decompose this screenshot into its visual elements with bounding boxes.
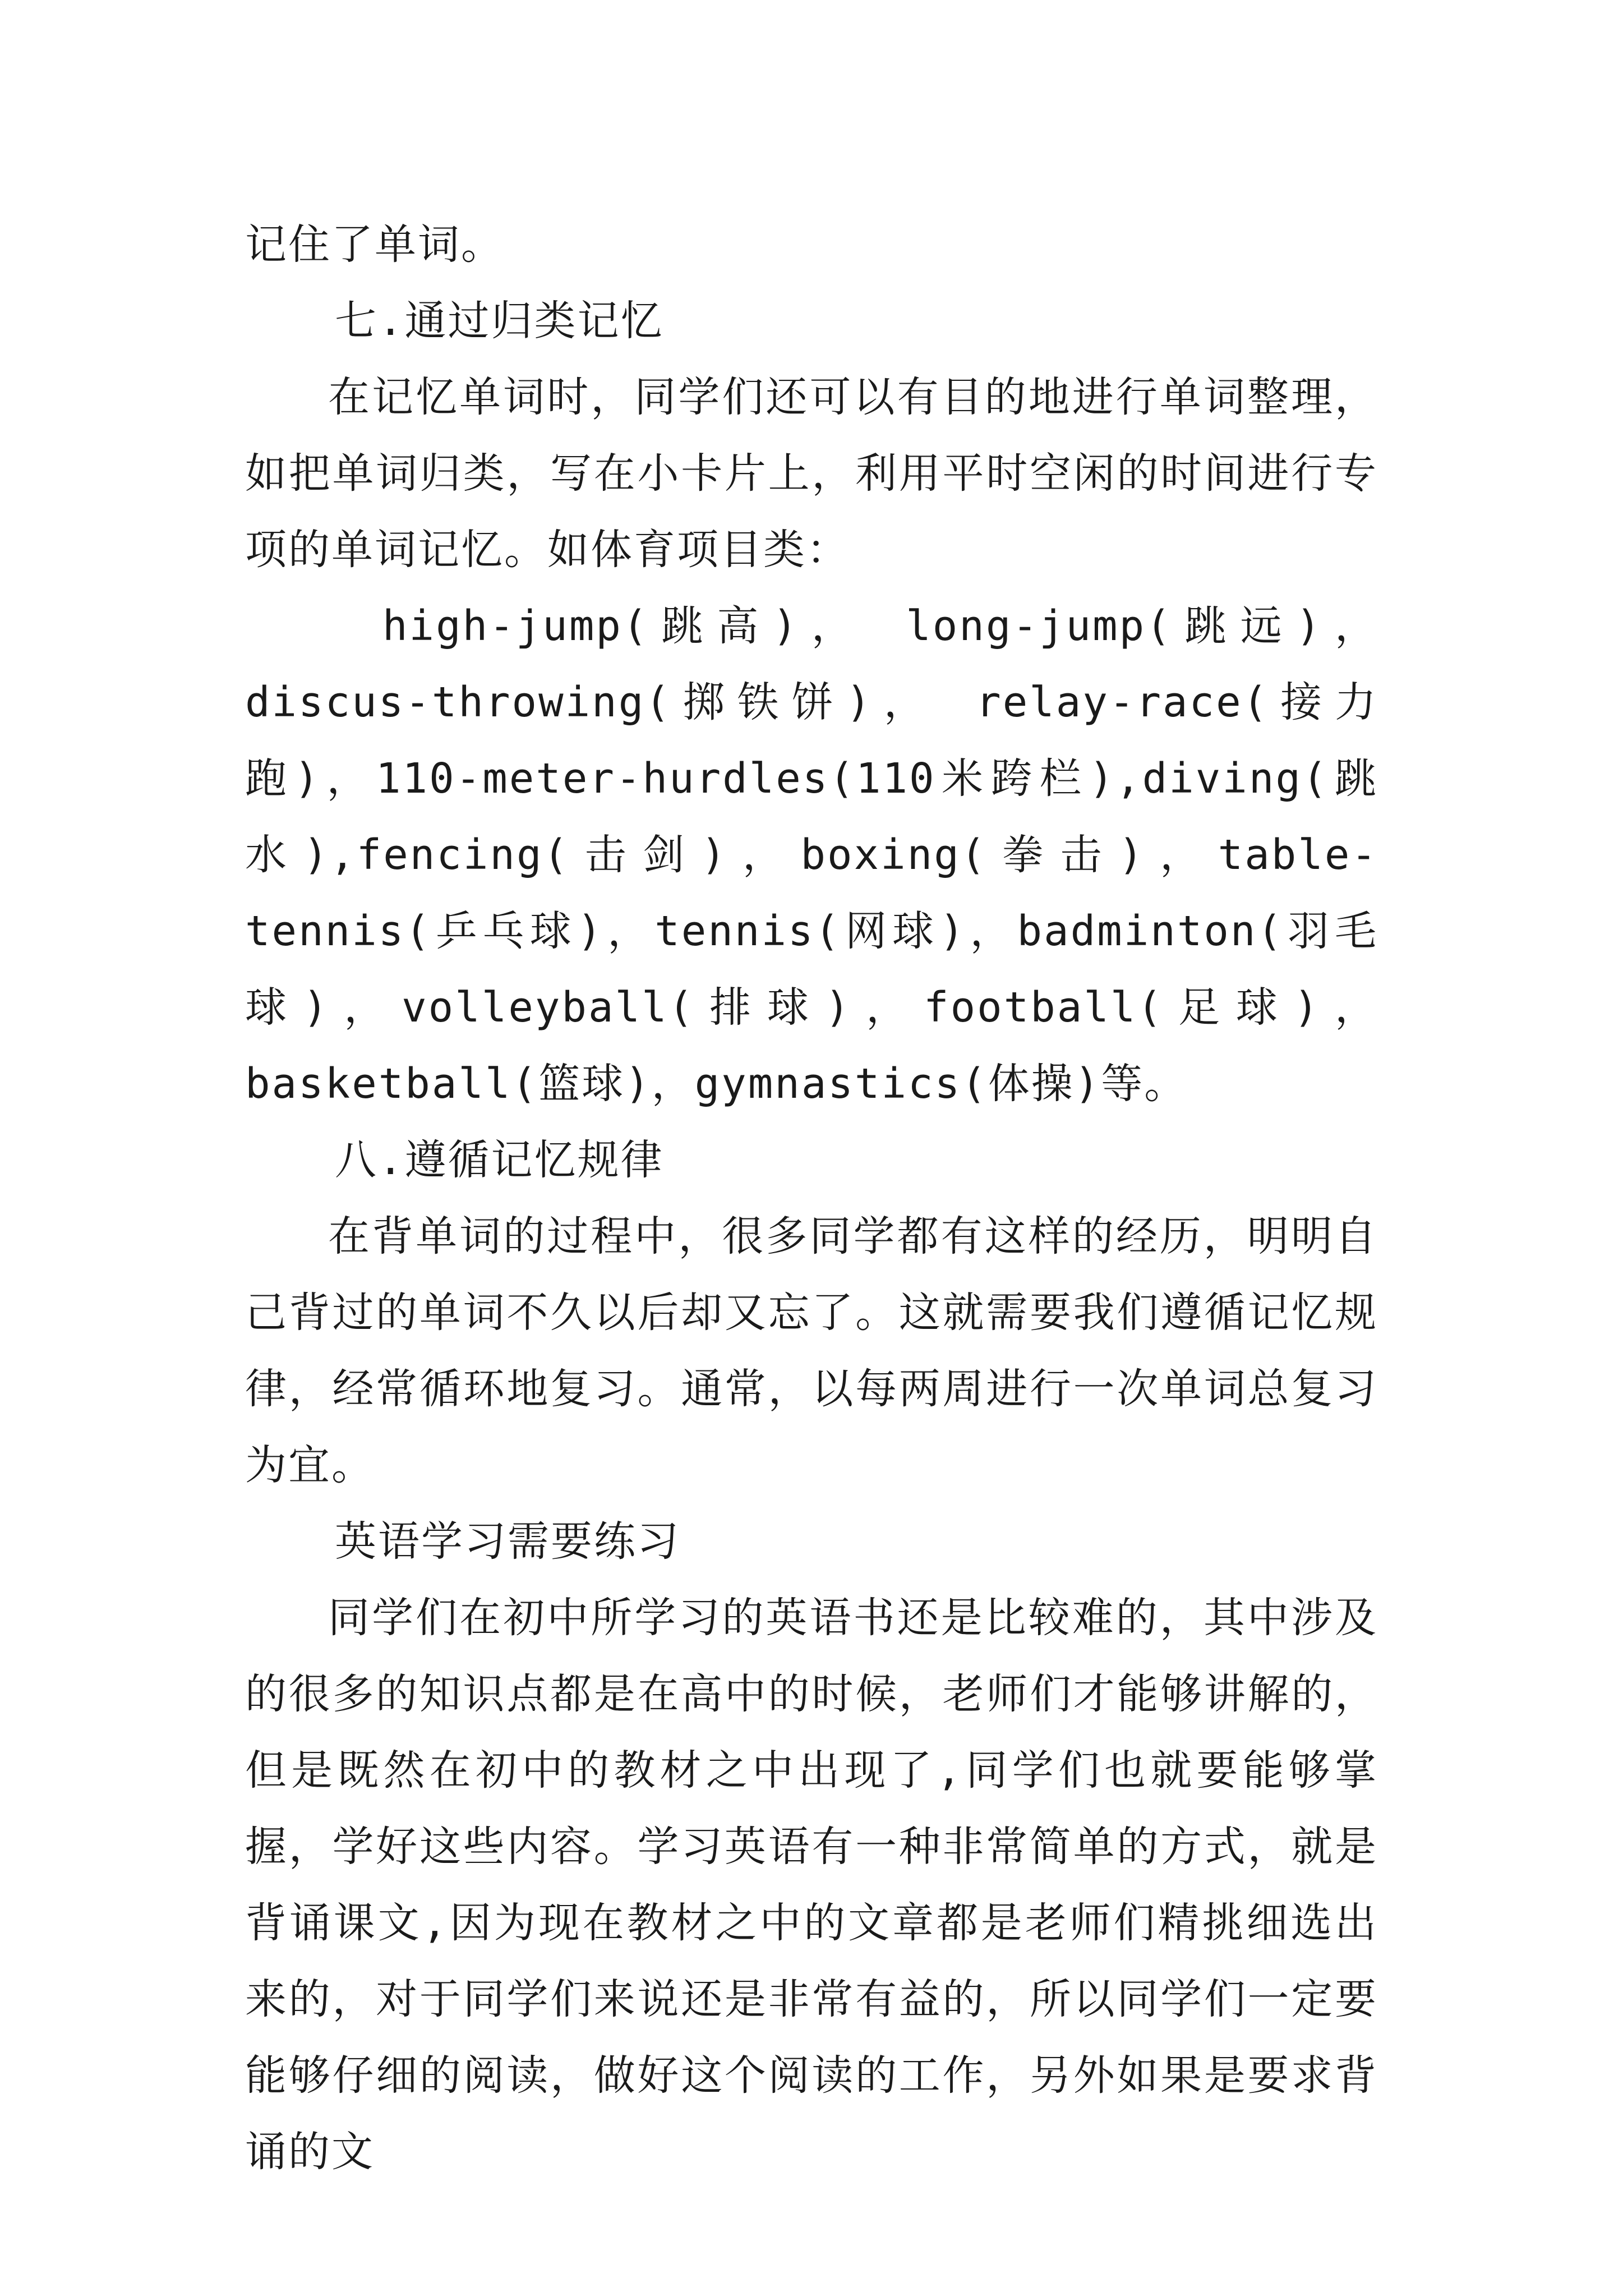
document-body bbox=[245, 206, 1378, 2190]
body-paragraph: 在记忆单词时，同学们还可以有目的地进行单词整理，如把单词归类，写在小卡片上，利用平时空闲的时间进行专项的单词记忆。如体育项目类： bbox=[245, 373, 1378, 574]
body-paragraph: 同学们在初中所学习的英语书还是比较难的，其中涉及的很多的知识点都是在高中的时候，老师们才能够讲解的，但是既然在初中的教材之中出现了,同学们也就要能够掌握，学好这些内容。学习英语有一种非常简单的方式，就是背诵课文,因为现在教材之中的文章都是老师们精挑细选出来的，对于同学们来说还是非常有益的，所以同学们一定要能够仔细的阅读，做好这个阅读的工作，另外如果是要求背诵的文 bbox=[245, 1594, 1378, 2176]
continuation-paragraph: 记住了单词。 bbox=[245, 220, 504, 269]
body-paragraph: 在背单词的过程中，很多同学都有这样的经历，明明自己背过的单词不久以后却又忘了。这就需要我们遵循记忆规律，经常循环地复习。通常，以每两周进行一次单词总复习为宜。 bbox=[245, 1212, 1378, 1489]
section-heading-7: 七.通过归类记忆 bbox=[335, 297, 664, 345]
sports-vocabulary-paragraph: high-jump(跳高)， long-jump(跳远)，discus-throwing(掷铁饼)， relay-race(接力跑)，110-meter-hurdles(110米跨栏),diving(跳水),fencing(击剑)，boxing(拳击)，table-tennis(乒乓球)，tennis(网球)，badminton(羽毛球)，volleyball(排球)，football(足球)，basketball(篮球)，gymnastics(体操)等。 bbox=[245, 602, 1378, 1108]
section-heading-8: 八.遵循记忆规律 bbox=[335, 1136, 664, 1184]
section-heading-practice: 英语学习需要练习 bbox=[335, 1517, 680, 1566]
